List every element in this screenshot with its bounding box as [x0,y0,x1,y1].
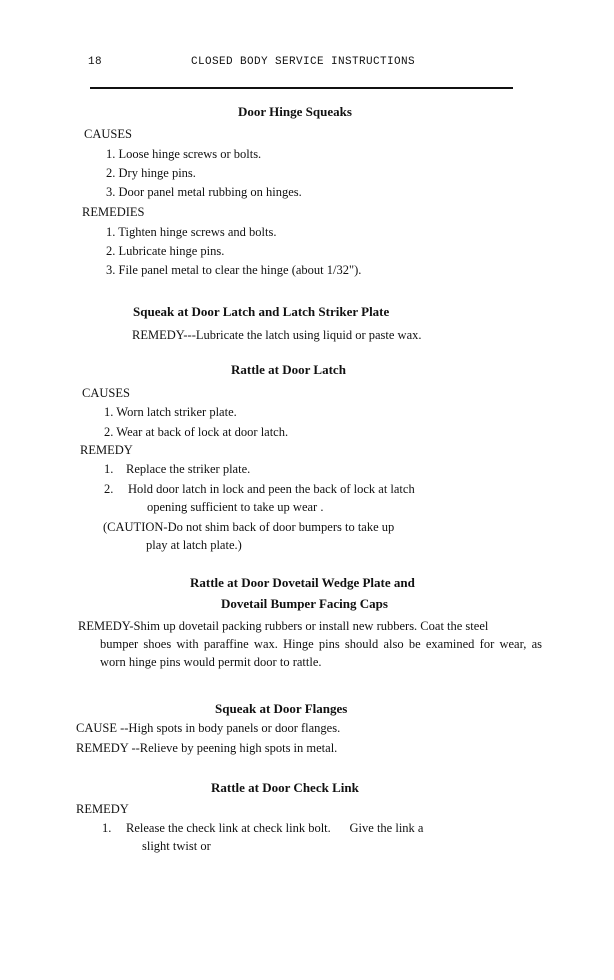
cause-text: CAUSE --High spots in body panels or door flanges. [76,721,341,735]
section-title-check-link: Rattle at Door Check Link [211,780,359,795]
remedy-number: 2. [104,482,114,496]
remedy-label: REMEDY [76,802,129,816]
section-title-latch-rattle: Rattle at Door Latch [231,362,346,377]
header-rule [90,87,513,89]
section-title-door-hinge: Door Hinge Squeaks [238,104,352,119]
dovetail-remedy-line1: REMEDY-Shim up dovetail packing rubbers or install new rubbers. Coat the steel [78,619,489,633]
remedy-text: REMEDY --Relieve by peening high spots in metal. [76,741,338,755]
remedy-number: 1. [102,821,112,835]
dovetail-remedy-paragraph [78,617,542,671]
remedy-item: 1. Tighten hinge screws and bolts. [106,225,277,239]
cause-item: 1. Loose hinge screws or bolts. [106,147,262,161]
remedy-number: 1. [104,462,114,476]
remedy-label: REMEDY [80,443,133,457]
remedy-item: Hold door latch in lock and peen the back of lock at latch [128,482,415,496]
cause-item: 3. Door panel metal rubbing on hinges. [106,185,302,199]
section-title-dovetail-line2: Dovetail Bumper Facing Caps [221,596,388,611]
remedy-item-continuation: opening sufficient to take up wear . [147,500,324,514]
remedy-item: Replace the striker plate. [126,462,251,476]
remedy-item: Release the check link at check link bolt. Give the link a [126,821,424,835]
remedy-item: 2. Lubricate hinge pins. [106,244,225,258]
cause-item: 2. Dry hinge pins. [106,166,196,180]
dovetail-remedy-rest: bumper shoes with paraffine wax. Hinge pins should also be examined for wear, as worn hinge pins would permit door to rattle. [100,637,542,669]
causes-label: CAUSES [84,127,132,141]
caution-note: (CAUTION-Do not shim back of door bumpers to take up [103,520,395,534]
remedy-item: 3. File panel metal to clear the hinge (about 1/32"). [106,263,362,277]
section-title-latch-squeak: Squeak at Door Latch and Latch Striker Plate [133,304,390,319]
remedy-item-continuation: slight twist or [142,839,211,853]
remedy-text: REMEDY---Lubricate the latch using liquid or paste wax. [132,328,422,342]
caution-note-continuation: play at latch plate.) [146,538,242,552]
section-title-flanges: Squeak at Door Flanges [215,701,348,716]
section-title-dovetail: Rattle at Door Dovetail Wedge Plate and [190,575,415,590]
cause-item: 1. Worn latch striker plate. [104,405,237,419]
cause-item: 2. Wear at back of lock at door latch. [104,425,289,439]
running-title: CLOSED BODY SERVICE INSTRUCTIONS [191,56,416,68]
page-number: 18 [88,56,103,68]
causes-label: CAUSES [82,386,130,400]
remedies-label: REMEDIES [82,205,145,219]
